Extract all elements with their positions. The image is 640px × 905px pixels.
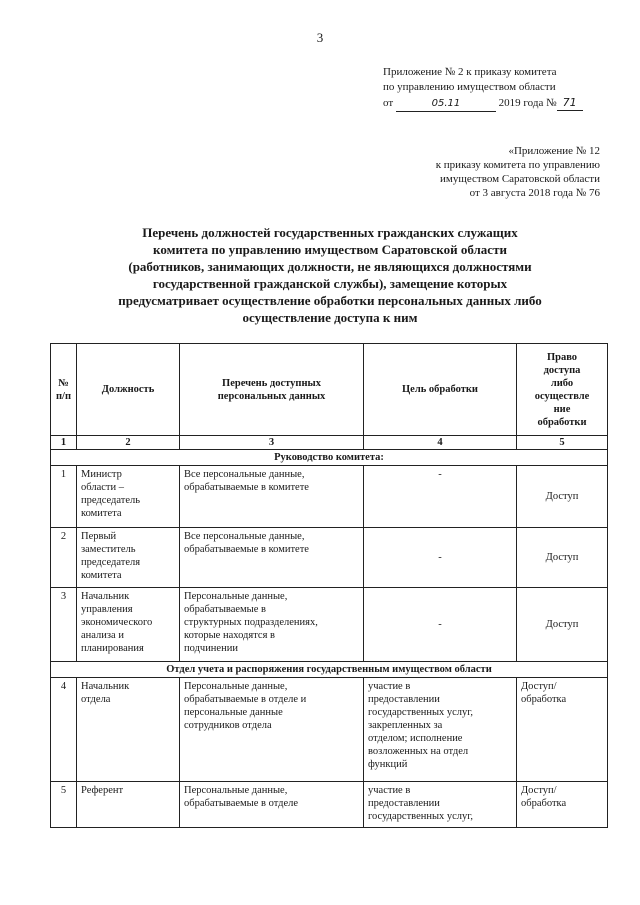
page-number: 3 [316, 30, 324, 45]
appendix-header-line: по управлению имуществом области [383, 81, 556, 93]
section-header-row [51, 450, 608, 466]
column-number: 5 [517, 436, 608, 450]
from-prefix: от [383, 97, 394, 109]
handwritten-date: 05.11 [396, 96, 496, 112]
row-access: Доступ/ обработка [517, 782, 608, 828]
year-text: 2019 года № [498, 97, 557, 109]
row-data: Все персональные данные, обрабатываемые в комитете [180, 466, 364, 528]
document-title [80, 224, 580, 326]
row-purpose: - [364, 588, 517, 662]
row-data: Персональные данные, обрабатываемые в отделе и персональные данные сотрудников отдела [180, 678, 364, 782]
table-row [51, 528, 608, 588]
row-number: 4 [51, 678, 77, 782]
header-access: Право доступа либо осуществле ние обработки [517, 344, 608, 436]
header-data-list: Перечень доступных персональных данных [180, 344, 364, 436]
row-access: Доступ [517, 588, 608, 662]
row-position: Министр области – председатель комитета [77, 466, 180, 528]
appendix-header [383, 65, 603, 112]
title-line: государственной гражданской службы), замещение которых [152, 276, 508, 291]
section-header-row [51, 662, 608, 678]
prev-appendix-line: к приказу комитета по управлению [435, 159, 600, 171]
title-line: комитета по управлению имуществом Саратовской области [153, 242, 507, 257]
row-position: Референт [77, 782, 180, 828]
row-number: 3 [51, 588, 77, 662]
positions-table [50, 343, 608, 828]
column-number-row [51, 436, 608, 450]
row-purpose: - [364, 528, 517, 588]
section-title: Отдел учета и распоряжения государственным имуществом области [51, 662, 608, 678]
row-data: Персональные данные, обрабатываемые в отделе [180, 782, 364, 828]
title-line: (работников, занимающих должности, не являющихся должностями [128, 259, 532, 274]
header-num: № п/п [51, 344, 77, 436]
appendix-header-line: Приложение № 2 к приказу комитета [383, 66, 557, 78]
table-row [51, 588, 608, 662]
row-data: Персональные данные, обрабатываемые в структурных подразделениях, которые находятся в подчинении [180, 588, 364, 662]
row-position: Начальник управления экономического анализа и планирования [77, 588, 180, 662]
header-purpose: Цель обработки [364, 344, 517, 436]
title-line: Перечень должностей государственных гражданских служащих [142, 225, 518, 240]
row-number: 1 [51, 466, 77, 528]
appendix-date-line [383, 95, 603, 112]
row-purpose: участие в предоставлении государственных услуг, закрепленных за отделом; исполнение возложенных на отдел функций [364, 678, 517, 782]
section-title: Руководство комитета: [51, 450, 608, 466]
title-line: осуществление доступа к ним [242, 310, 418, 325]
table-row [51, 466, 608, 528]
table-row [51, 782, 608, 828]
column-number: 4 [364, 436, 517, 450]
row-position: Начальник отдела [77, 678, 180, 782]
prev-appendix-line: имуществом Саратовской области [440, 173, 600, 185]
table-row [51, 678, 608, 782]
previous-appendix-reference [400, 144, 600, 200]
prev-appendix-line: «Приложение № 12 [508, 145, 600, 157]
column-number: 2 [77, 436, 180, 450]
title-line: предусматривает осуществление обработки персональных данных либо [118, 293, 542, 308]
row-number: 5 [51, 782, 77, 828]
prev-appendix-line: от 3 августа 2018 года № 76 [469, 187, 600, 199]
table-header-row [51, 344, 608, 436]
column-number: 3 [180, 436, 364, 450]
row-data: Все персональные данные, обрабатываемые в комитете [180, 528, 364, 588]
row-access: Доступ/ обработка [517, 678, 608, 782]
row-number: 2 [51, 528, 77, 588]
column-number: 1 [51, 436, 77, 450]
handwritten-number: 71 [557, 95, 583, 111]
row-position: Первый заместитель председателя комитета [77, 528, 180, 588]
header-position: Должность [77, 344, 180, 436]
row-access: Доступ [517, 466, 608, 528]
row-access: Доступ [517, 528, 608, 588]
row-purpose: участие в предоставлении государственных услуг, [364, 782, 517, 828]
row-purpose: - [364, 466, 517, 528]
